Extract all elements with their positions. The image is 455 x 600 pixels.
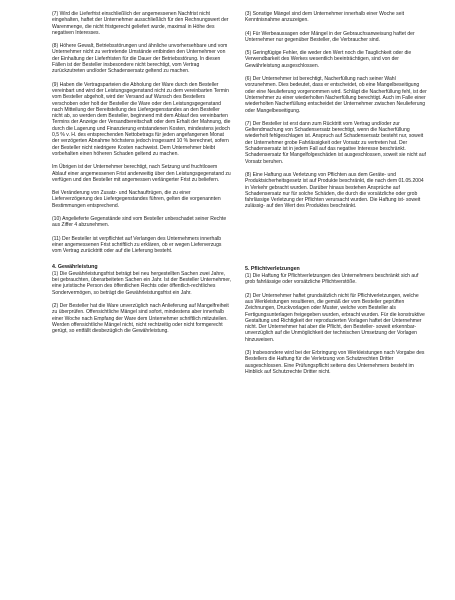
paragraph-3-sonstige-maengel: (3) Sonstige Mängel sind dem Unternehmer innerhalb einer Woche seit Kenntnisnahme anzuzeigen. bbox=[245, 11, 404, 24]
right-column bbox=[245, 11, 428, 600]
paragraph-11-ruecktritt: (11) Der Besteller ist verpflichtet auf Verlangen des Unternehmers innerhalb einer angemessenen Frist schriftlich zu erklären, ob er wegen Lieferverzugs vom Vertrag zurücktritt oder auf die Lieferung besteht. bbox=[52, 235, 222, 255]
paragraph-10-abnahme: (10) Angelieferte Gegenstände sind vom Besteller unbeschadet seiner Rechte aus Ziffer 4 abzunehmen. bbox=[52, 216, 227, 229]
paragraph-gewaehrleistung-1: (1) Die Gewährleistungsfrist beträgt bei neu hergestellten Sachen zwei Jahre, bei gebrauchten, überarbeiteten Sachen ein Jahr. Ist der Besteller Unternehmer, eine juristische Person des öffentlichen Rechts oder öffentlich-rechtliches Sondervermögen, so beträgt die Gewährleistungsfrist ein Jahr. bbox=[52, 270, 231, 296]
paragraph-7-lieferfrist: (7) Wird die Lieferfrist einschließlich der angemessenen Nachfrist nicht eingehalten, haftet der Unternehmer ausschließlich für den Rechnungswert der Warenmenge, die nicht fristgerecht geliefert wurde, maximal in Höhe des negativen Interesses. bbox=[52, 11, 229, 36]
paragraph-im-uebrigen: Im Übrigen ist der Unternehmer berechtigt, nach Setzung und fruchtlosem Ablauf einer angemessenen Frist anderweitig über den Leistungsgegenstand zu verfügen und den Besteller mit angemessen verlängerter Frist zu beliefern. bbox=[52, 164, 231, 183]
paragraph-6-nacherfuellung: (6) Der Unternehmer ist berechtigt, Nacherfüllung nach seiner Wahl vorzunehmen. Dies bedeutet, dass er entscheidet, ob eine Mangelbeseitigung oder eine Neulieferung vorgenommen wird. Schlägt die Nacherfüllung fehl, ist der Unternehmer zu einer wiederholten Nacherfüllung berechtigt. Auch im Falle einer wiederholten Nacherfüllung entscheidet der Unternehmer zwischen Neulieferung oder Mangelbeseitigung. bbox=[245, 76, 427, 114]
paragraph-7-ruecktritt: (7) Der Besteller ist erst dann zum Rücktritt vom Vertrag und/oder zur Geltendmachung von Schadensersatz berechtigt, wenn die Nacherfüllung wiederholt fehlgeschlagen ist. Anspruch auf Schadensersatz besteht nur, soweit der Unternehmer grobe Fahrlässigkeit oder Vorsatz zu vertreten hat. Der Schadensersatz ist in jedem Fall auf das negative Interesse beschränkt. Schadensersatz für Mangelfolgeschäden ist ausgeschlossen, soweit sie nicht auf Vorsatz beruhen. bbox=[245, 120, 426, 165]
paragraph-zusatzauftraege: Bei Veränderung von Zusatz- und Nachauftrügen, die zu einer Lieferverzögerung des Liefergegenstandes führen, gelten die vorgenannten Bestimmungen entsprechend. bbox=[52, 190, 221, 209]
section-heading-pflichtverletzungen: 5. Pflichtverletzungen bbox=[245, 265, 300, 272]
column-gap bbox=[245, 217, 428, 257]
left-column bbox=[52, 11, 231, 600]
paragraph-4-werbeaussagen: (4) Für Werbeaussagen oder Mängel in der Gebrauchsanweisung haftet der Unternehmer nur gegenüber Besteller, die Verbraucher sind. bbox=[245, 30, 415, 43]
paragraph-pflichtverletzungen-2: (2) Der Unternehmer haftet grundsätzlich nicht für Pflichtverletzungen, welche aus Werkleistungen resultieren, die gemäß der vom Besteller geprüften Zeichnungen, Druckvorlagen oder Muster, welche vom Besteller als Fertigungsunterlagen freigegeben wurden, erbracht wurden. Für die konstruktive Gestaltung und Richtigkeit der reproduzierten Vorlagen haftet der Unternehmer nicht. Der Unternehmer hat aber die Pflicht, den Besteller- soweit erkennbar- unverzüglich auf die Unmöglichkeit der technischen Umsetzung der Vorlagen hinzuweisen. bbox=[245, 292, 425, 343]
paragraph-pflichtverletzungen-3: (3) Insbesondere wird bei der Erbringung von Werkleistungen nach Vorgabe des Bestellers die Haftung für die Verletzung von Schutzrechten Dritter ausgeschlossen. Eine Prüfungspflicht seitens des Unternehmers besteht im Hinblick auf Schutzrechte Dritter nicht. bbox=[245, 349, 425, 375]
paragraph-pflichtverletzungen-1: (1) Die Haftung für Pflichtverletzungen des Unternehmers beschränkt sich auf grob fahrlässige oder vorsätzliche Pflichtverstöße. bbox=[245, 273, 419, 286]
section-heading-gewaehrleistung: 4. Gewährleistung bbox=[52, 263, 98, 270]
paragraph-8-hoehere-gewalt: (8) Höhere Gewalt, Betriebsstörungen und ähnliche unvorhersehbare und vom Unternehmer nicht zu vertretende Umstände entbinden den Unternehmer von der Einhaltung der Lieferfristen für die Dauer der Betriebsstörung. In diesen Fällen ist der Besteller insbesondere nicht berechtigt, vom Vertrag zurückzutreten und/oder Schadensersatz geltend zu machen. bbox=[52, 43, 228, 75]
paragraph-5-geringfuegige-fehler: (5) Geringfügige Fehler, die weder den Wert noch die Tauglichkeit oder die Verwendbarkeit des Werkes wesentlich beeinträchtigen, sind von der Gewährleistung ausgeschlossen. bbox=[245, 50, 412, 69]
paragraph-gewaehrleistung-2: (2) Der Besteller hat die Ware unverzüglich nach Anlieferung auf Mangelfreiheit zu überprüfen. Offensichtliche Mängel sind sofort, mindestens aber innerhalb einer Woche nach Empfang der Ware dem Unternehmer schriftlich mitzuteilen. Werden offensichtliche Mängel nicht, nicht rechtzeitig oder nicht formgerecht gerügt, so entfällt diesbezüglich die Gewährleistung. bbox=[52, 302, 229, 335]
paragraph-9-abholung: (9) Haben die Vertragsparteien die Abholung der Ware durch den Besteller vereinbart und wird der Leistungsgegenstand nicht zu dem vereinbarten Termin vom Besteller abgeholt, wird der Versand auf Wunsch des Bestellers verschoben oder holt der Besteller die Ware oder den Leistungsgegenstand nach Mitteilung der Bereitstellung des Liefergegenstandes an den Besteller nicht ab, so werden dem Besteller, beginnend mit dem Ablauf des vereinbarten Termins der Anzeige der Versandbereitschaft oder dem Erhalt der Mahnung, die durch die Lagerung und Finanzierung entstandenen Kosten, mindestens jedoch 0,5 % v. H. des entsprechenden Nettobetrags für jeden angefangenen Monat der verzögerten Abnahme höchstens jedoch insgesamt 10 % berechnet, sofern der Besteller nicht niedrigere Kosten nachweist. Dem Unternehmer bleibt vorbehalten einen höheren Schaden geltend zu machen. bbox=[52, 81, 231, 157]
paragraph-8-produktsicherheit: (8) Eine Haftung aus Verletzung von Pflichten aus dem Geräte- und Produktsicherheitsgesetz ist auf Produkte beschränkt, die nach dem 01.05.2004 in Verkehr gebracht wurden. Darüber hinaus bestehen Ansprüche auf Schadensersatz nur für solche Schäden, die durch die vorsätzliche oder grob fahrlässige Verletzung der Pflichten verursacht wurden. Die Haftung ist- soweit zulässig- auf den Wert des Produktes beschränkt. bbox=[245, 171, 424, 210]
